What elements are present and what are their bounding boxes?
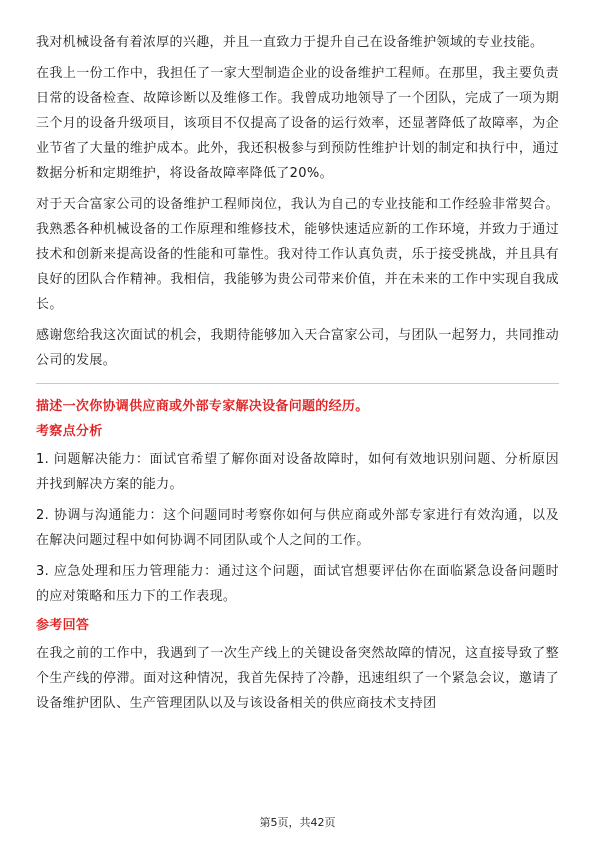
answer-title: 参考回答 [36,618,90,633]
analysis-item: 1. 问题解决能力：面试官希望了解你面对设备故障时，如何有效地识别问题、分析原因并找到解决方案的能力。 [36,452,559,492]
interview-question: 描述一次你协调供应商或外部专家解决设备问题的经历。 [36,399,369,414]
intro-paragraph: 我对机械设备有着浓厚的兴趣，并且一直致力于提升自己在设备维护领域的专业技能。 [36,35,544,50]
analysis-item: 2. 协调与沟通能力：这个问题同时考察你如何与供应商或外部专家进行有效沟通，以及在解决问题过程中如何协调不同团队或个人之间的工作。 [36,508,559,548]
answer-text: 在我之前的工作中，我遇到了一次生产线上的关键设备突然故障的情况，这直接导致了整个生产线的停滞。面对这种情况，我首先保持了冷静，迅速组织了一个紧急会议，邀请了设备维护团队、生产管理团队以及与该设备相关的供应商技术支持团 [36,646,559,711]
intro-paragraph: 在我上一份工作中，我担任了一家大型制造企业的设备维护工程师。在那里，我主要负责日常的设备检查、故障诊断以及维修工作。我曾成功地领导了一个团队，完成了一项为期三个月的设备升级项目，该项目不仅提高了设备的运行效率，还显著降低了故障率，为企业节省了大量的维护成本。此外，我还积极参与到预防性维护计划的制定和执行中，通过数据分析和定期维护，将设备故障率降低了20%。 [36,66,559,181]
analysis-item: 3. 应急处理和压力管理能力：通过这个问题，面试官想要评估你在面临紧急设备问题时的应对策略和压力下的工作表现。 [36,564,559,604]
analysis-title: 考察点分析 [36,424,103,439]
section-divider [36,383,559,384]
page-footer: 第5页，共42页 [259,816,336,829]
intro-paragraph: 感谢您给我这次面试的机会，我期待能够加入天合富家公司，与团队一起努力，共同推动公司的发展。 [36,328,559,368]
intro-paragraph: 对于天合富家公司的设备维护工程师岗位，我认为自己的专业技能和工作经验非常契合。我熟悉各种机械设备的工作原理和维修技术，能够快速适应新的工作环境，并致力于通过技术和创新来提高设备的性能和可靠性。我对待工作认真负责，乐于接受挑战，并且具有良好的团队合作精神。我相信，我能够为贵公司带来价值，并在未来的工作中实现自我成长。 [36,197,559,312]
document-page [36,30,559,718]
